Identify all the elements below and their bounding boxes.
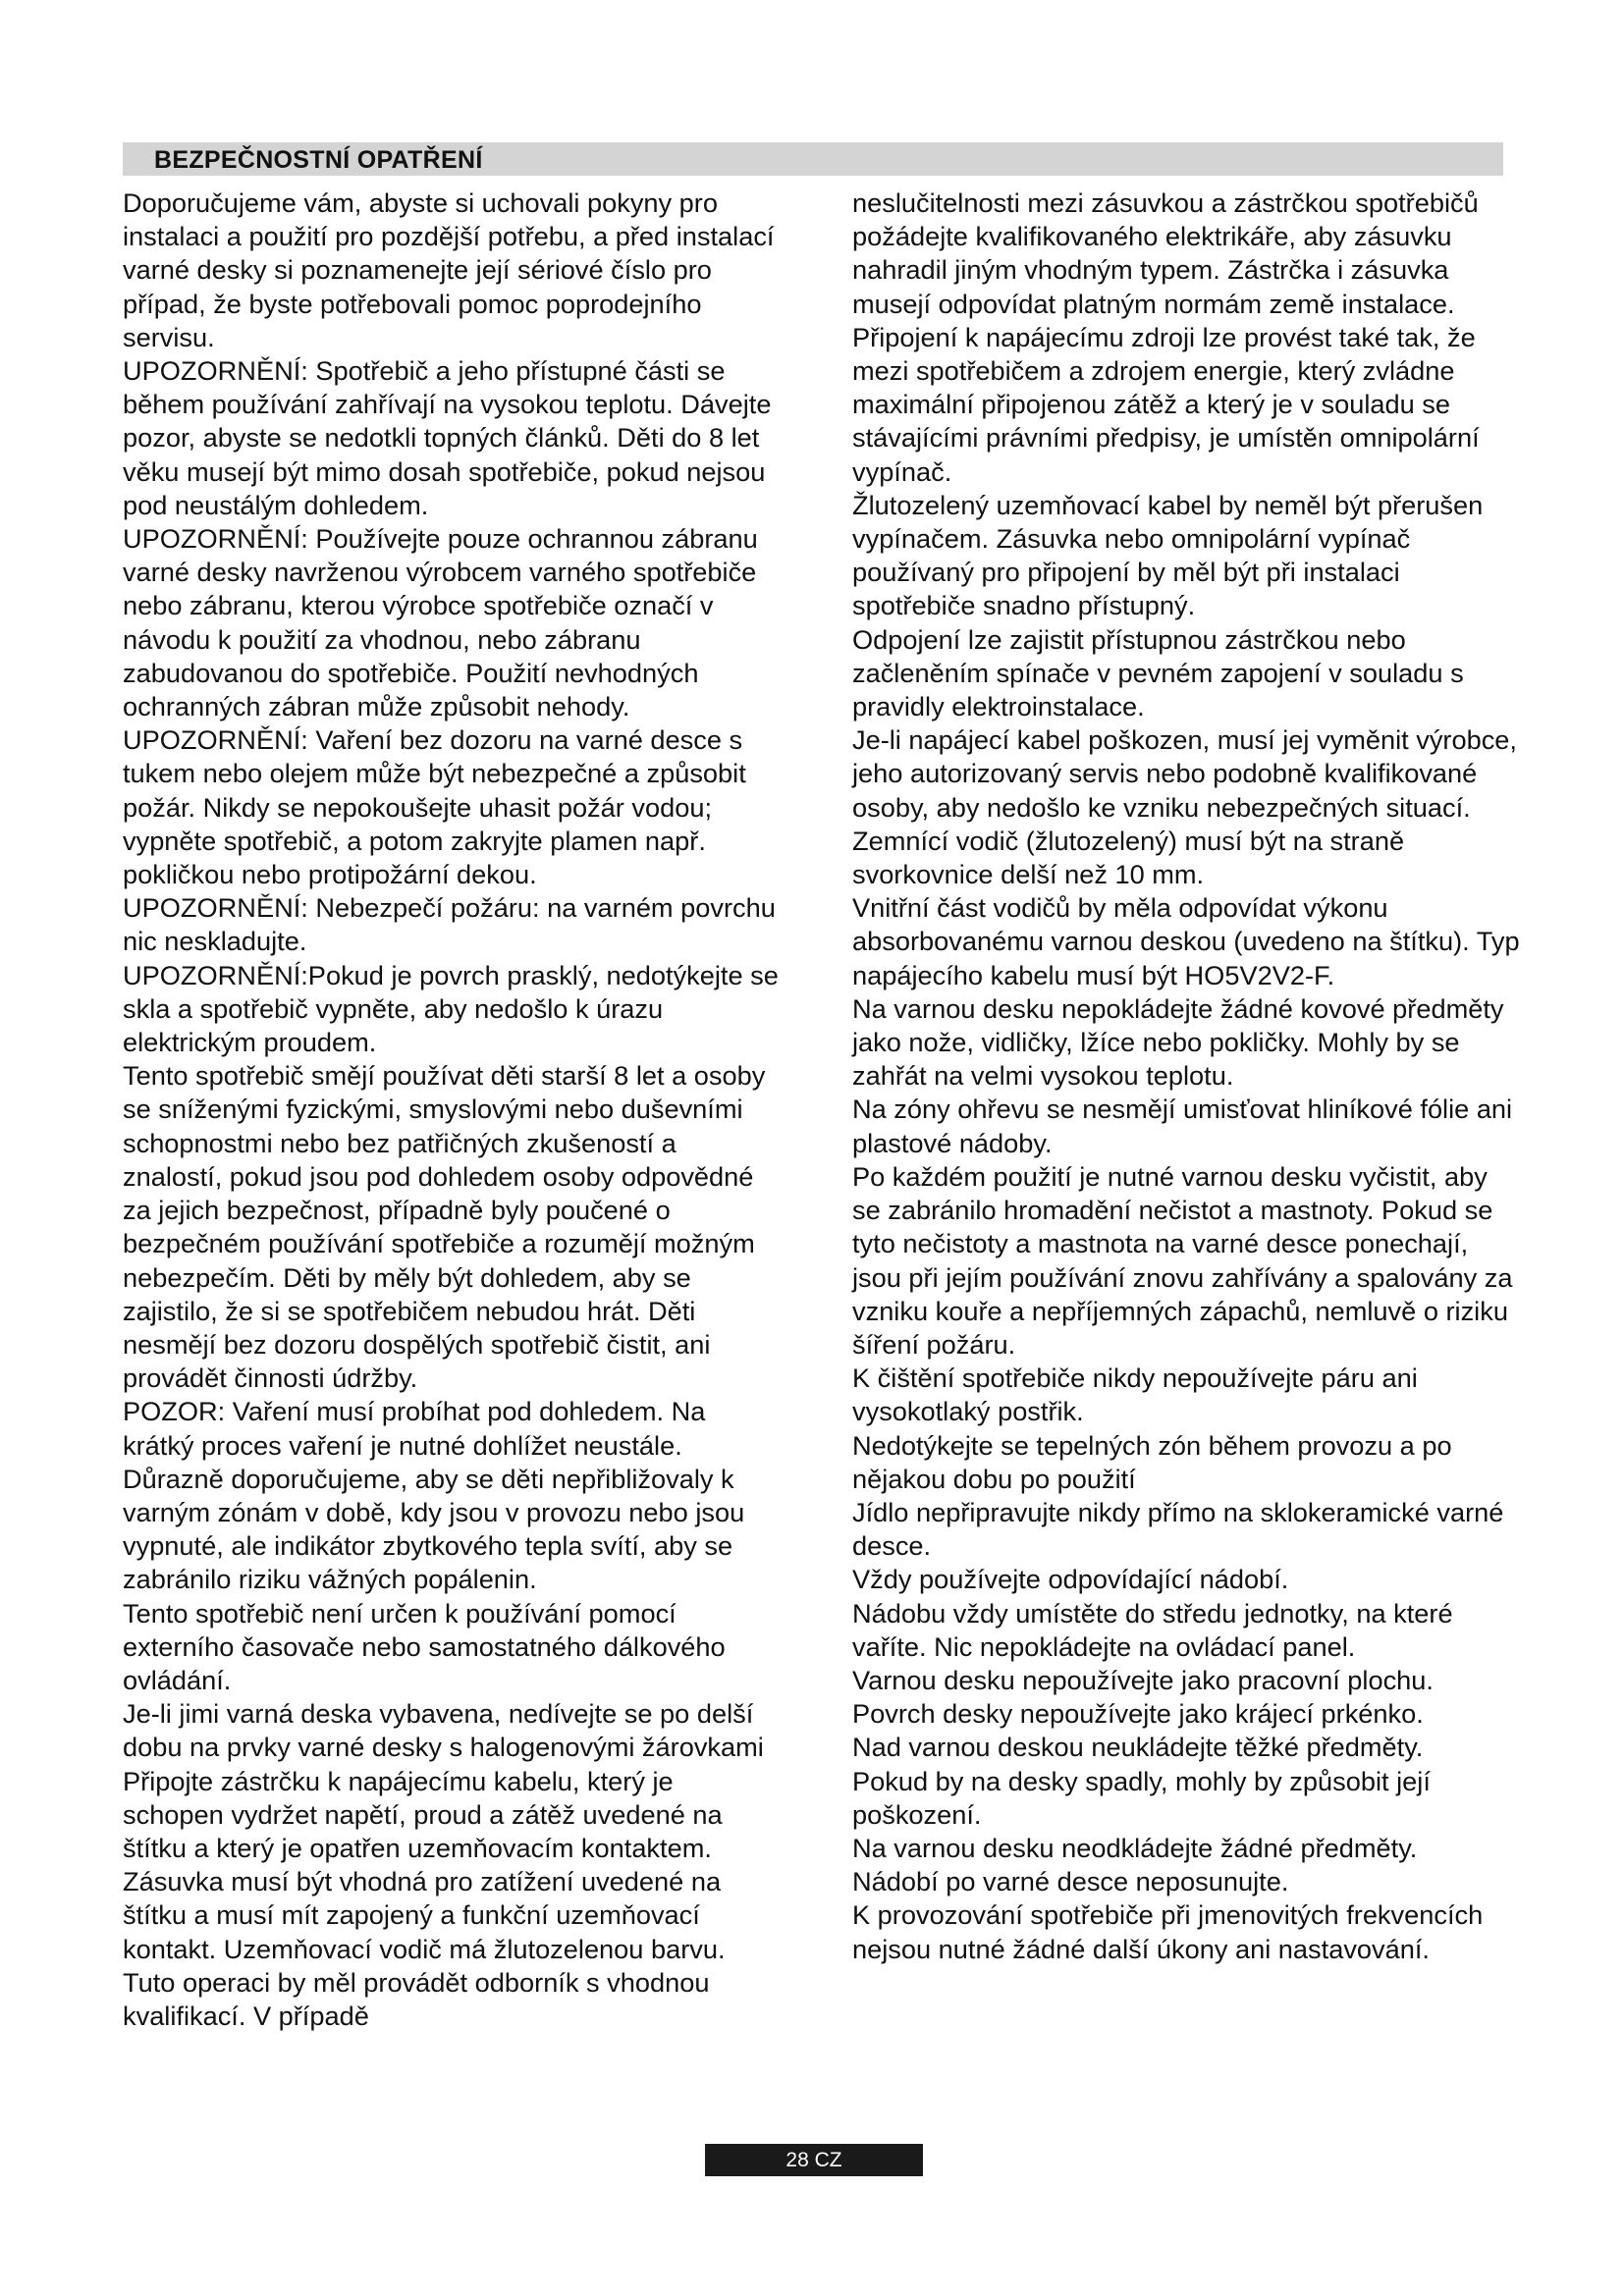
paragraph: UPOZORNĚNÍ: Spotřebič a jeho přístupné části se během používání zahřívají na vysokou teplotu. Dávejte pozor, abyste se nedotkli topných článků. Děti do 8 let věku musejí být mimo dosah spotřebiče, pokud nejsou pod neustálým dohledem.: [123, 355, 772, 520]
left-column: [123, 187, 781, 2033]
page-number-badge: 28 CZ: [705, 2144, 923, 2176]
paragraph: Po každém použití je nutné varnou desku vyčistit, aby se zabránilo hromadění nečistot a mastnoty. Pokud se tyto nečistoty a mastnota na varné desce ponechají, jsou při jejím používání znovu zahřívány a spalovány za vzniku kouře a nepříjemných zápachů, nemluvě o riziku šíření požáru.: [852, 1160, 1513, 1360]
paragraph: K čištění spotřebiče nikdy nepoužívejte páru ani vysokotlaký postřik.: [852, 1362, 1418, 1427]
paragraph: Nádobí po varné desce neposunujte.: [852, 1866, 1289, 1897]
paragraph: UPOZORNĚNÍ: Používejte pouze ochrannou zábranu varné desky navrženou výrobcem varného spotřebiče nebo zábranu, kterou výrobce spotřebiče označí v návodu k použití za vhodnou, nebo zábranu zabudovanou do spotřebiče. Použití nevhodných ochranných zábran může způsobit nehody.: [123, 523, 758, 722]
paragraph: Je-li jimi varná deska vybavena, nedívejte se po delší dobu na prvky varné desky s halogenovými žárovkami: [123, 1698, 764, 1763]
paragraph: UPOZORNĚNÍ:Pokud je povrch prasklý, nedotýkejte se skla a spotřebič vypněte, aby nedošlo k úrazu elektrickým proudem.: [123, 959, 779, 1058]
paragraph: Tento spotřebič není určen k používání pomocí externího časovače nebo samostatného dálkového ovládání.: [123, 1597, 726, 1695]
paragraph: Je-li napájecí kabel poškozen, musí jej vyměnit výrobce, jeho autorizovaný servis nebo podobně kvalifikované osoby, aby nedošlo ke vzniku nebezpečných situací. Zemnící vodič (žlutozelený) musí být na straně svorkovnice delší než 10 mm.: [852, 724, 1517, 890]
paragraph: Žlutozelený uzemňovací kabel by neměl být přerušen vypínačem. Zásuvka nebo omnipolární vypínač používaný pro připojení by měl být při instalaci spotřebiče snadno přístupný.: [852, 489, 1484, 621]
paragraph: Nedotýkejte se tepelných zón během provozu a po nějakou dobu po použití: [852, 1429, 1452, 1494]
paragraph: Doporučujeme vám, abyste si uchovali pokyny pro instalaci a použití pro pozdější potřebu, a před instalací varné desky si poznamenejte její sériové číslo pro případ, že byste potřebovali pomoc poprodejního servisu.: [123, 187, 775, 352]
paragraph: neslučitelnosti mezi zásuvkou a zástrčkou spotřebičů požádejte kvalifikovaného elektrikáře, aby zásuvku nahradil jiným vhodným typem. Zástrčka i zásuvka musejí odpovídat platným normám země instalace.: [852, 187, 1479, 319]
paragraph: Na varnou desku nepokládejte žádné kovové předměty jako nože, vidličky, lžíce nebo pokličky. Mohly by se zahřát na velmi vysokou teplotu.: [852, 992, 1504, 1092]
paragraph: UPOZORNĚNÍ: Vaření bez dozoru na varné desce s tukem nebo olejem může být nebezpečné a způsobit požár. Nikdy se nepokoušejte uhasit požár vodou; vypněte spotřebič, a potom zakryjte plamen např. pokličkou nebo protipožární dekou.: [123, 724, 746, 890]
paragraph: Připojení k napájecímu zdroji lze provést také tak, že mezi spotřebičem a zdrojem energie, který zvládne maximální připojenou zátěž a který je v souladu se stávajícími právními předpisy, je umístěn omnipolární vypínač.: [852, 321, 1480, 487]
paragraph: Nad varnou deskou neukládejte těžké předměty.: [852, 1732, 1424, 1763]
paragraph: Vždy používejte odpovídající nádobí.: [852, 1564, 1289, 1595]
paragraph: Na varnou desku neodkládejte žádné předměty.: [852, 1832, 1418, 1863]
section-title: BEZPEČNOSTNÍ OPATŘENÍ: [154, 146, 483, 174]
paragraph: Připojte zástrčku k napájecímu kabelu, který je schopen vydržet napětí, proud a zátěž uvedené na štítku a který je opatřen uzemňovacím kontaktem. Zásuvka musí být vhodná pro zatížení uvedené na štítku a musí mít zapojený a funkční uzemňovací kontakt. Uzemňovací vodič má žlutozelenou barvu. Tuto operaci by měl provádět odborník s vhodnou kvalifikací. V případě: [123, 1765, 726, 2031]
paragraph: Nádobu vždy umístěte do středu jednotky, na které vaříte. Nic nepokládejte na ovládací panel.: [852, 1597, 1453, 1662]
right-column: [852, 187, 1520, 1966]
paragraph: Odpojení lze zajistit přístupnou zástrčkou nebo začleněním spínače v pevném zapojení v souladu s pravidly elektroinstalace.: [852, 623, 1464, 722]
paragraph: POZOR: Vaření musí probíhat pod dohledem. Na krátký proces vaření je nutné dohlížet neustále.: [123, 1396, 706, 1461]
paragraph: Varnou desku nepoužívejte jako pracovní plochu.: [852, 1664, 1434, 1695]
paragraph: K provozování spotřebiče při jmenovitých frekvencích nejsou nutné žádné další úkony ani nastavování.: [852, 1899, 1484, 1964]
paragraph: Pokud by na desky spadly, mohly by způsobit její poškození.: [852, 1765, 1431, 1830]
paragraph: Povrch desky nepoužívejte jako krájecí prkénko.: [852, 1698, 1424, 1730]
paragraph: Jídlo nepřipravujte nikdy přímo na sklokeramické varné desce.: [852, 1496, 1504, 1562]
paragraph: Vnitřní část vodičů by měla odpovídat výkonu absorbovanému varnou deskou (uvedeno na štítku). Typ napájecího kabelu musí být HO5V2V2-F.: [852, 892, 1520, 990]
paragraph: Tento spotřebič smějí používat děti starší 8 let a osoby se sníženými fyzickými, smyslovými nebo duševními schopnostmi nebo bez patřičných zkušeností a znalostí, pokud jsou pod dohledem osoby odpovědné za jejich bezpečnost, případně byly poučené o bezpečném používání spotřebiče a rozumějí možným nebezpečím. Děti by měly být dohledem, aby se zajistilo, že si se spotřebičem nebudou hrát. Děti nesmějí bez dozoru dospělých spotřebič čistit, ani provádět činnosti údržby.: [123, 1060, 766, 1394]
paragraph: Na zóny ohřevu se nesmějí umisťovat hliníkové fólie ani plastové nádoby.: [852, 1094, 1513, 1158]
section-header-bar: [123, 142, 1503, 176]
paragraph: Důrazně doporučujeme, aby se děti nepřibližovaly k varným zónám v době, kdy jsou v provozu nebo jsou vypnuté, ale indikátor zbytkového tepla svítí, aby se zabránilo riziku vážných popálenin.: [123, 1463, 745, 1595]
paragraph: UPOZORNĚNÍ: Nebezpečí požáru: na varném povrchu nic neskladujte.: [123, 892, 776, 957]
